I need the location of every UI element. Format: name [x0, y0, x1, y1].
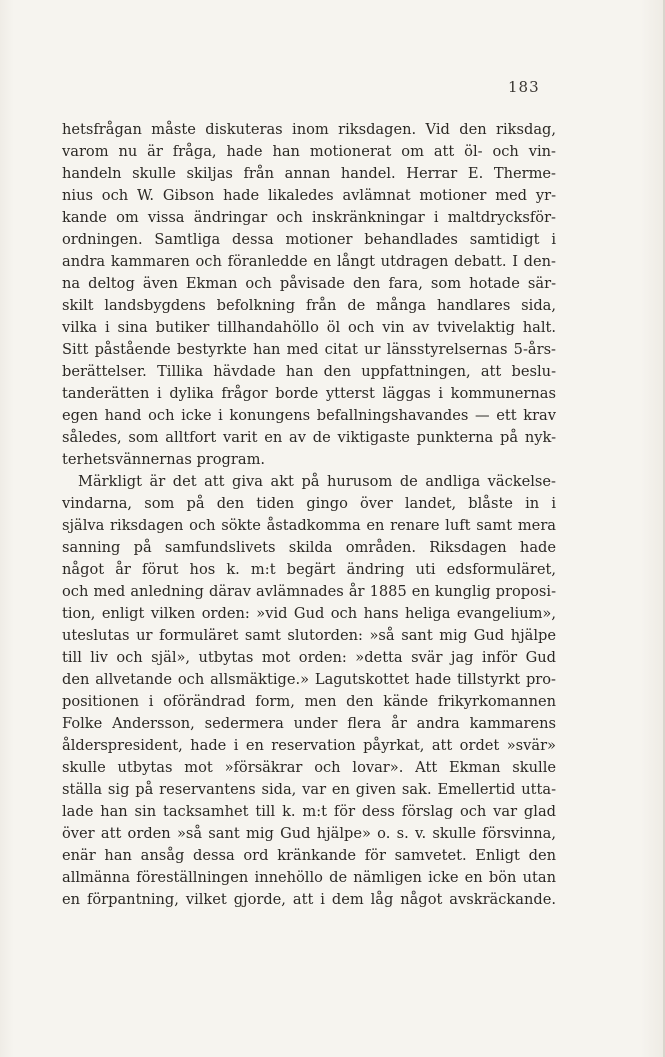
- text-line: något år förut hos k. m:t begärt ändring uti edsformuläret,: [62, 561, 556, 578]
- page-number: 183: [508, 78, 540, 96]
- text-line: ordningen. Samtliga dessa motioner behandlades samtidigt i: [62, 231, 556, 248]
- text-line: na deltog även Ekman och påvisade den fara, som hotade sär-: [62, 275, 556, 292]
- text-line: varom nu är fråga, hade han motionerat om att öl- och vin-: [62, 143, 556, 160]
- text-line: andra kammaren och föranledde en långt utdragen debatt. I den-: [62, 253, 556, 270]
- paragraph-end-line: terhetsvännernas program.: [62, 451, 266, 468]
- text-line: tion, enligt vilken orden: »vid Gud och hans heliga evangelium»,: [62, 605, 556, 622]
- text-line: nius och W. Gibson hade likaledes avlämnat motioner med yr-: [62, 187, 556, 204]
- text-line: positionen i oförändrad form, men den kände frikyrkomannen: [62, 693, 556, 710]
- text-line: handeln skulle skiljas från annan handel. Herrar E. Therme-: [62, 165, 556, 182]
- text-line: allmänna föreställningen innehöllo de nämligen icke en bön utan: [62, 869, 556, 886]
- text-line: kande om vissa ändringar och inskränkningar i maltdrycksför-: [62, 209, 556, 226]
- text-line: själva riksdagen och sökte åstadkomma en renare luft samt mera: [62, 517, 556, 534]
- text-line: enär han ansåg dessa ord kränkande för samvetet. Enligt den: [62, 847, 556, 864]
- text-line: uteslutas ur formuläret samt slutorden: »så sant mig Gud hjälpe: [62, 627, 556, 644]
- text-line: berättelser. Tillika hävdade han den uppfattningen, att beslu-: [62, 363, 556, 380]
- text-line: skilt landsbygdens befolkning från de många handlares sida,: [62, 297, 556, 314]
- text-line: ålderspresident, hade i en reservation påyrkat, att ordet »svär»: [62, 737, 556, 754]
- text-line: sanning på samfundslivets skilda områden. Riksdagen hade: [62, 539, 556, 556]
- text-line: hetsfrågan måste diskuteras inom riksdagen. Vid den riksdag,: [62, 121, 556, 138]
- text-line: tanderätten i dylika frågor borde ytterst läggas i kommunernas: [62, 385, 556, 402]
- text-line: vindarna, som på den tiden gingo över landet, blåste in i: [62, 495, 556, 512]
- text-line: en förpantning, vilket gjorde, att i dem låg något avskräckande.: [62, 891, 556, 908]
- text-line: vilka i sina butiker tillhandahöllo öl och vin av tvivelaktig halt.: [62, 319, 556, 336]
- text-line: Folke Andersson, sedermera under flera år andra kammarens: [62, 715, 556, 732]
- text-line: över att orden »så sant mig Gud hjälpe» o. s. v. skulle försvinna,: [62, 825, 556, 842]
- text-line: skulle utbytas mot »försäkrar och lovar». Att Ekman skulle: [62, 759, 556, 776]
- text-line: Sitt påstående bestyrkte han med citat ur länsstyrelsernas 5-års-: [62, 341, 556, 358]
- text-line: till liv och själ», utbytas mot orden: »detta svär jag inför Gud: [62, 649, 556, 666]
- text-line: den allvetande och allsmäktige.» Lagutskottet hade tillstyrkt pro-: [62, 671, 556, 688]
- paragraph-start-line: Märkligt är det att giva akt på hurusom de andliga väckelse-: [78, 473, 556, 490]
- text-line: således, som alltfort varit en av de viktigaste punkterna på nyk-: [62, 429, 556, 446]
- text-line: lade han sin tacksamhet till k. m:t för dess förslag och var glad: [62, 803, 556, 820]
- text-line: egen hand och icke i konungens befallningshavandes — ett krav: [62, 407, 556, 424]
- text-line: ställa sig på reservantens sida, var en given sak. Emellertid utta-: [62, 781, 556, 798]
- body-text: [62, 119, 556, 911]
- text-line: och med anledning därav avlämnades år 1885 en kunglig proposi-: [62, 583, 556, 600]
